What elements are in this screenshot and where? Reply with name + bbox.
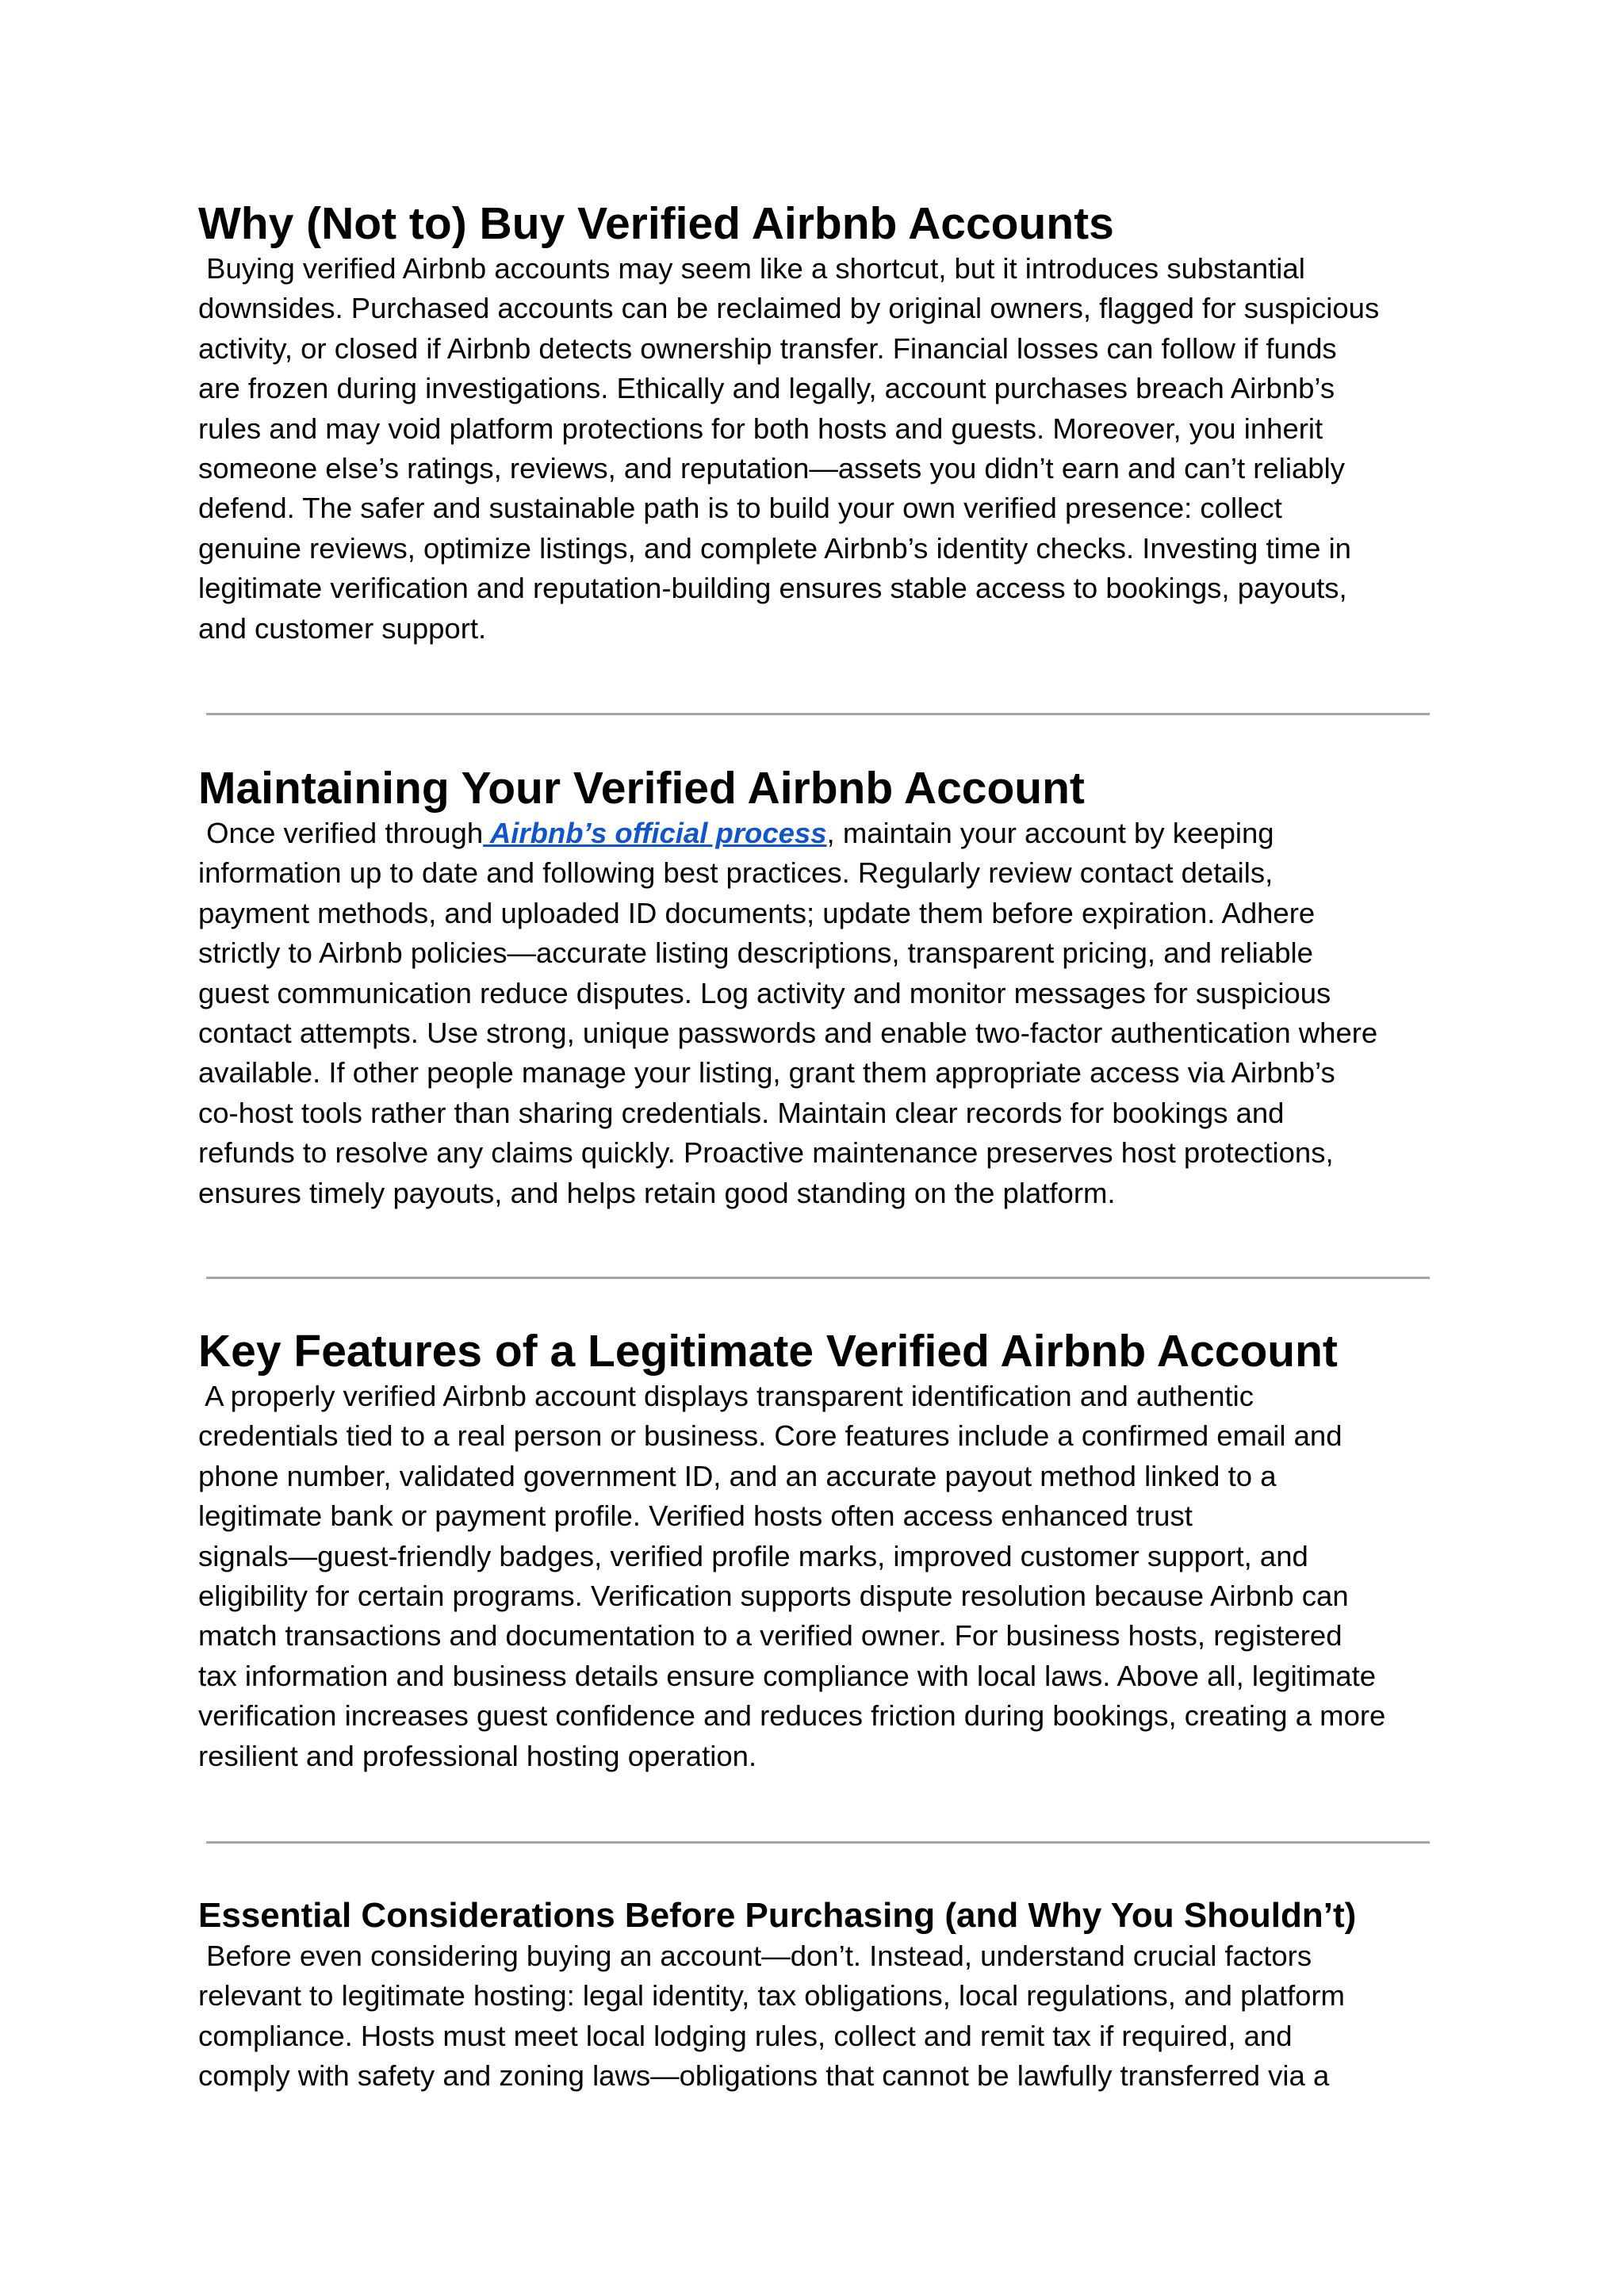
horizontal-divider xyxy=(206,713,1430,715)
paragraph-line: guest communication reduce disputes. Log activity and monitor messages for suspicious xyxy=(198,976,1331,1009)
paragraph-line: available. If other people manage your listing, grant them appropriate access via Airbnb’s xyxy=(198,1056,1335,1090)
paragraph-line: signals—guest-friendly badges, verified profile marks, improved customer support, and xyxy=(198,1539,1308,1572)
paragraph-line: verification increases guest confidence and reduces friction during bookings, creating a more xyxy=(198,1699,1386,1733)
paragraph-line: relevant to legitimate hosting: legal identity, tax obligations, local regulations, and platform xyxy=(198,1979,1345,2013)
paragraph-line: legitimate bank or payment profile. Verified hosts often access enhanced trust xyxy=(198,1499,1193,1533)
section-essential-considerations xyxy=(198,1894,1443,2097)
paragraph-text: , maintain your account by keeping xyxy=(826,817,1274,849)
heading-key-features: Key Features of a Legitimate Verified Airbnb Account xyxy=(198,1326,1338,1377)
paragraph-line: are frozen during investigations. Ethically and legally, account purchases breach Airbnb’s xyxy=(198,372,1335,405)
paragraph-line: A properly verified Airbnb account displays transparent identification and authentic xyxy=(198,1380,1254,1412)
paragraph-line: rules and may void platform protections for both hosts and guests. Moreover, you inherit xyxy=(198,412,1323,445)
heading-maintaining-account: Maintaining Your Verified Airbnb Account xyxy=(198,763,1085,814)
paragraph-maintaining-account xyxy=(198,814,1443,1213)
paragraph-line: Before even considering buying an account—don’t. Instead, understand crucial factors xyxy=(198,1940,1312,1972)
paragraph-line: legitimate verification and reputation-building ensures stable access to bookings, payouts, xyxy=(198,572,1347,605)
paragraph-line: resilient and professional hosting operation. xyxy=(198,1739,757,1772)
paragraph-line: Buying verified Airbnb accounts may seem like a shortcut, but it introduces substantial xyxy=(198,252,1305,285)
paragraph-line: downsides. Purchased accounts can be reclaimed by original owners, flagged for suspicious xyxy=(198,292,1380,325)
paragraph-why-not-buy xyxy=(198,249,1443,649)
heading-essential-considerations: Essential Considerations Before Purchasing (and Why You Shouldn’t) xyxy=(198,1896,1357,1935)
airbnb-official-process-link[interactable]: Airbnb’s official process xyxy=(483,817,827,849)
paragraph-line: genuine reviews, optimize listings, and complete Airbnb’s identity checks. Investing time in xyxy=(198,531,1351,565)
paragraph-line-with-link xyxy=(198,814,1443,853)
horizontal-divider xyxy=(206,1841,1430,1844)
paragraph-line: credentials tied to a real person or business. Core features include a confirmed email and xyxy=(198,1419,1342,1453)
section-maintaining-account xyxy=(198,761,1443,1213)
horizontal-divider xyxy=(206,1277,1430,1279)
paragraph-text: Once verified through xyxy=(198,817,484,849)
paragraph-line: defend. The safer and sustainable path is to build your own verified presence: collect xyxy=(198,492,1282,525)
paragraph-line: activity, or closed if Airbnb detects ownership transfer. Financial losses can follow if funds xyxy=(198,331,1337,365)
paragraph-key-features xyxy=(198,1377,1443,1776)
paragraph-line: match transactions and documentation to a verified owner. For business hosts, registered xyxy=(198,1619,1342,1653)
paragraph-line: contact attempts. Use strong, unique passwords and enable two-factor authentication where xyxy=(198,1017,1378,1050)
paragraph-line: tax information and business details ensure compliance with local laws. Above all, legitimate xyxy=(198,1659,1377,1692)
paragraph-line: phone number, validated government ID, and an accurate payout method linked to a xyxy=(198,1459,1277,1492)
paragraph-line: ensures timely payouts, and helps retain good standing on the platform. xyxy=(198,1176,1116,1209)
paragraph-line: and customer support. xyxy=(198,611,487,645)
paragraph-line: refunds to resolve any claims quickly. Proactive maintenance preserves host protections, xyxy=(198,1136,1334,1170)
paragraph-line: information up to date and following best practices. Regularly review contact details, xyxy=(198,856,1274,890)
paragraph-line: comply with safety and zoning laws—obligations that cannot be lawfully transferred via a xyxy=(198,2059,1330,2093)
paragraph-line: payment methods, and uploaded ID documents; update them before expiration. Adhere xyxy=(198,896,1316,929)
section-why-not-buy xyxy=(198,197,1443,649)
paragraph-line: compliance. Hosts must meet local lodging rules, collect and remit tax if required, and xyxy=(198,2019,1293,2052)
paragraph-line: strictly to Airbnb policies—accurate listing descriptions, transparent pricing, and reliable xyxy=(198,936,1313,970)
paragraph-line: eligibility for certain programs. Verification supports dispute resolution because Airbnb can xyxy=(198,1580,1349,1613)
section-key-features xyxy=(198,1324,1443,1776)
paragraph-line: someone else’s ratings, reviews, and reputation—assets you didn’t earn and can’t reliably xyxy=(198,452,1345,485)
paragraph-line: co-host tools rather than sharing credentials. Maintain clear records for bookings and xyxy=(198,1096,1285,1129)
paragraph-essential-considerations xyxy=(198,1936,1443,2097)
heading-why-not-buy: Why (Not to) Buy Verified Airbnb Accounts xyxy=(198,198,1114,249)
